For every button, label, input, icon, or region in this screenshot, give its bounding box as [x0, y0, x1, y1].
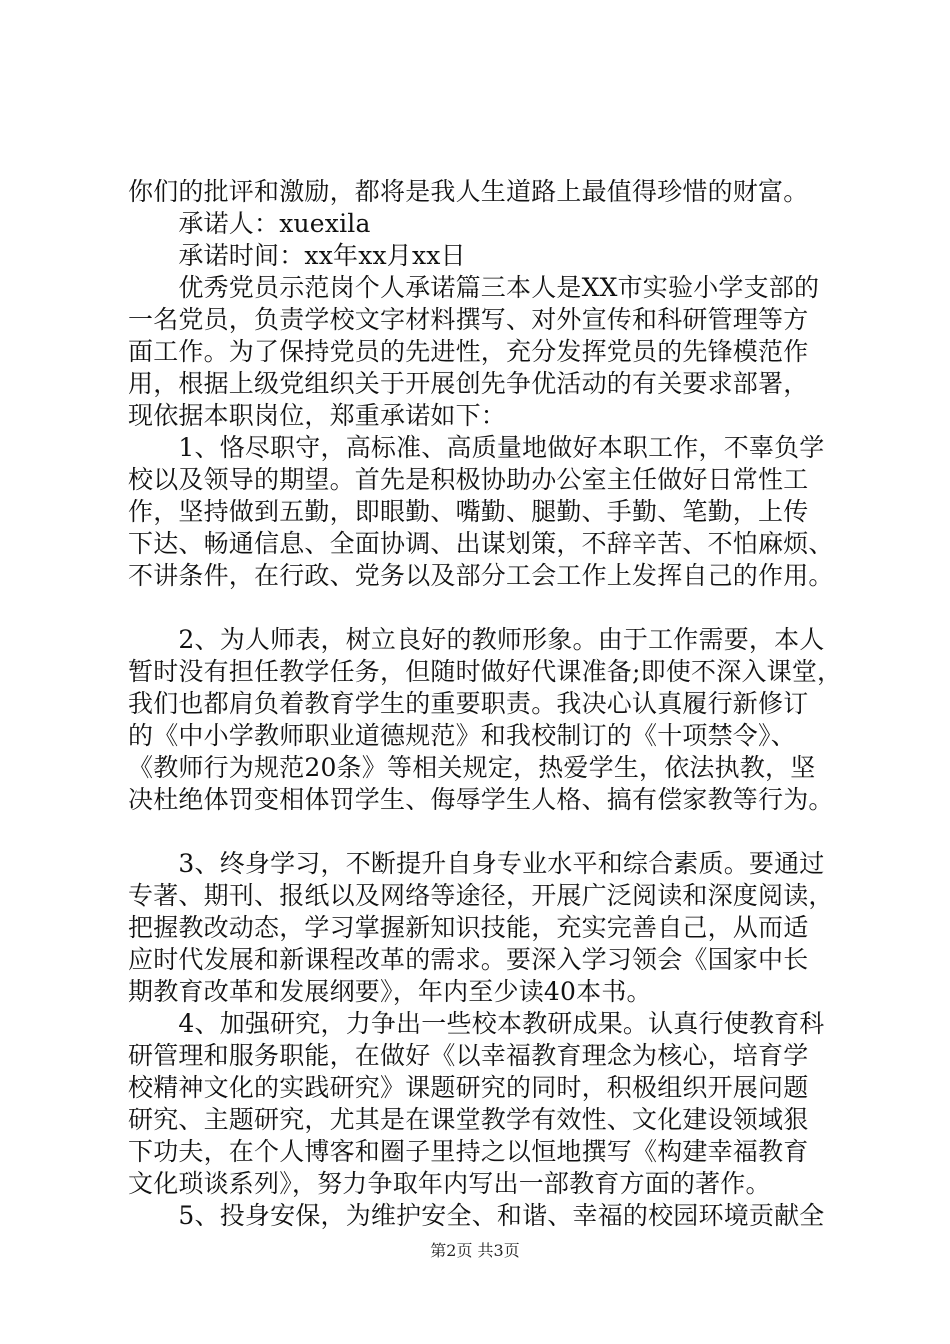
text-line: 4、加强研究，力争出一些校本教研成果。认真行使教育科: [128, 1009, 825, 1038]
blank-line: [128, 816, 840, 848]
text-line: 一名党员，负责学校文字材料撰写、对外宣传和科研管理等方: [128, 305, 809, 334]
text-line: 不讲条件，在行政、党务以及部分工会工作上发挥自己的作用。: [128, 561, 834, 590]
text-line: 你们的批评和激励，都将是我人生道路上最值得珍惜的财富。: [128, 177, 809, 206]
text-line: 研管理和服务职能，在做好《以幸福教育理念为核心，培育学: [128, 1041, 809, 1070]
text-line: 校精神文化的实践研究》课题研究的同时，积极组织开展问题: [128, 1073, 809, 1102]
text-line: 校以及领导的期望。首先是积极协助办公室主任做好日常性工: [128, 465, 809, 494]
text-line: 面工作。为了保持党员的先进性，充分发挥党员的先锋模范作: [128, 337, 809, 366]
page-footer: 第2页 共3页: [430, 1241, 520, 1260]
text-line: 文化琐谈系列》，努力争取年内写出一部教育方面的著作。: [128, 1169, 771, 1198]
text-line: 期教育改革和发展纲要》，年内至少读40本书。: [128, 977, 652, 1006]
text-line: 下达、畅通信息、全面协调、出谋划策，不辞辛苦、不怕麻烦、: [128, 529, 834, 558]
text-line: 专著、期刊、报纸以及网络等途径，开展广泛阅读和深度阅读，: [128, 881, 834, 910]
text-line: 决杜绝体罚变相体罚学生、侮辱学生人格、搞有偿家教等行为。: [128, 785, 834, 814]
text-line: 研究、主题研究，尤其是在课堂教学有效性、文化建设领域狠: [128, 1105, 809, 1134]
blank-line: [128, 592, 840, 624]
text-line: 5、投身安保，为维护安全、和谐、幸福的校园环境贡献全: [128, 1201, 825, 1230]
text-line: 我们也都肩负着教育学生的重要职责。我决心认真履行新修订: [128, 689, 809, 718]
text-line: 用，根据上级党组织关于开展创先争优活动的有关要求部署，: [128, 369, 809, 398]
body-text: [128, 176, 843, 1232]
text-line: 承诺人：xuexila: [128, 209, 371, 238]
text-line: 优秀党员示范岗个人承诺篇三本人是XX市实验小学支部的: [128, 273, 820, 302]
text-line: 应时代发展和新课程改革的需求。要深入学习领会《国家中长: [128, 945, 809, 974]
text-line: 暂时没有担任教学任务，但随时做好代课准备;即使不深入课堂，: [128, 657, 843, 686]
text-line: 的《中小学教师职业道德规范》和我校制订的《十项禁令》、: [128, 721, 796, 750]
text-line: 下功夫，在个人博客和圈子里持之以恒地撰写《构建幸福教育: [128, 1137, 809, 1166]
text-line: 《教师行为规范20条》等相关规定，热爱学生，依法执教，坚: [128, 753, 816, 782]
text-line: 1、恪尽职守，高标准、高质量地做好本职工作，不辜负学: [128, 433, 825, 462]
text-line: 作，坚持做到五勤，即眼勤、嘴勤、腿勤、手勤、笔勤，上传: [128, 497, 809, 526]
text-line: 2、为人师表，树立良好的教师形象。由于工作需要，本人: [128, 625, 825, 654]
text-line: 把握教改动态，学习掌握新知识技能，充实完善自己，从而适: [128, 913, 809, 942]
text-line: 承诺时间：xx年xx月xx日: [128, 241, 466, 270]
text-line: 现依据本职岗位，郑重承诺如下：: [128, 401, 507, 430]
text-line: 3、终身学习，不断提升自身专业水平和综合素质。要通过: [128, 849, 825, 878]
